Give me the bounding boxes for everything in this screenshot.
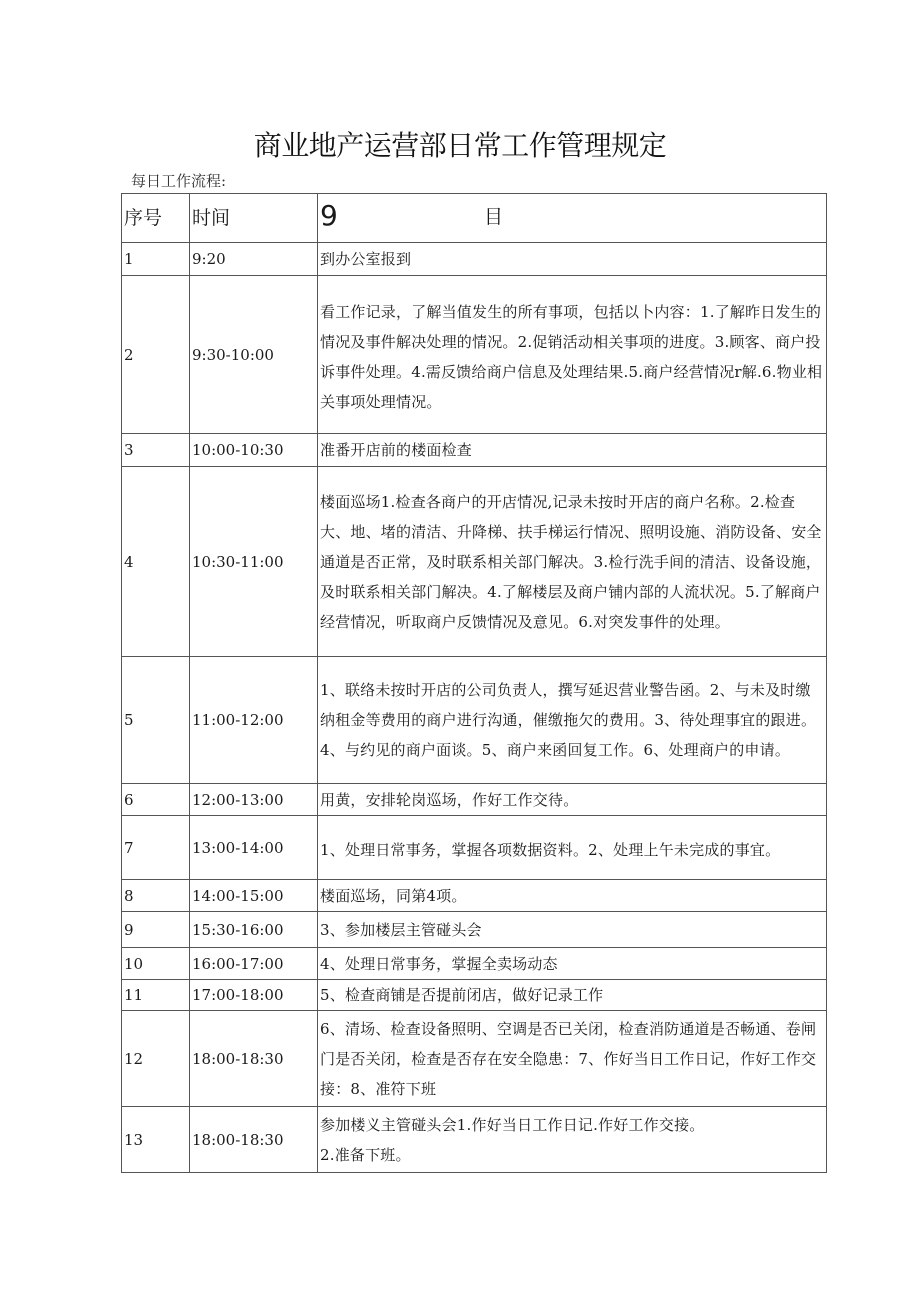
row-content-line: 2.准备下班。	[320, 1145, 411, 1164]
page-title: 商业地产运营部日常工作管理规定	[253, 129, 667, 162]
row-time: 18:00-18:30	[190, 1011, 318, 1107]
row-content: 4、处理日常事务，掌握全卖场动态	[318, 948, 827, 980]
header-item-suffix: 目	[484, 206, 504, 228]
row-content: 楼面巡场1.检查各商户的开店情况,记录未按时开店的商户名称。2.检查大、地、堵的清洁、升降梯、扶手梯运行情况、照明设施、消防设备、安全通道是否正常，及时联系相关部门解决。3.检行洗手间的清洁、设备设施，及时联系相关部门解决。4.了解楼层及商户铺内部的人流状况。5.了解商户经营情况，听取商户反馈情况及意见。6.对突发事件的处理。	[318, 467, 827, 657]
row-num: 8	[122, 880, 190, 912]
row-time: 13:00-14:00	[190, 816, 318, 880]
row-content: 1、联络未按时开店的公司负责人，撰写延迟营业警告函。2、与未及时缴纳租金等费用的商户进行沟通，催缴拖欠的费用。3、待处理事宜的跟进。4、与约见的商户面谈。5、商户来函回复工作。6、处理商户的申请。	[318, 657, 827, 784]
header-time: 时间	[190, 194, 318, 243]
header-item-prefix: 9	[320, 199, 338, 232]
row-time: 12:00-13:00	[190, 784, 318, 816]
row-time: 15:30-16:00	[190, 912, 318, 948]
table-row	[122, 276, 827, 434]
row-num: 1	[122, 243, 190, 276]
table-row	[122, 1011, 827, 1107]
row-content: 1、处理日常事务，掌握各项数据资料。2、处理上午未完成的事宜。	[318, 816, 827, 880]
row-num: 11	[122, 980, 190, 1011]
row-time: 10:00-10:30	[190, 434, 318, 467]
header-num: 序号	[122, 194, 190, 243]
row-num: 12	[122, 1011, 190, 1107]
row-content: 到办公室报到	[318, 243, 827, 276]
row-num: 5	[122, 657, 190, 784]
table-row	[122, 816, 827, 880]
table-row	[122, 784, 827, 816]
row-content: 3、参加楼层主管碰头会	[318, 912, 827, 948]
table-row	[122, 243, 827, 276]
schedule-table	[121, 193, 827, 1173]
row-time: 11:00-12:00	[190, 657, 318, 784]
row-time: 10:30-11:00	[190, 467, 318, 657]
row-num: 4	[122, 467, 190, 657]
row-time: 9:20	[190, 243, 318, 276]
row-num: 2	[122, 276, 190, 434]
row-time: 18:00-18:30	[190, 1107, 318, 1173]
table-row	[122, 880, 827, 912]
row-content	[318, 1107, 827, 1173]
row-num: 7	[122, 816, 190, 880]
row-content: 准番开店前的楼面检查	[318, 434, 827, 467]
row-content: 看工作记录，了解当值发生的所有事项，包括以卜内容：1.了解昨日发生的情况及事件解决处理的情况。2.促销活动相关事项的进度。3.顾客、商户投诉事件处理。4.需反馈给商户信息及处理结果.5.商户经营情况r解.6.物业相关事项处理情况。	[318, 276, 827, 434]
header-item	[318, 194, 827, 243]
table-row	[122, 980, 827, 1011]
table-row	[122, 657, 827, 784]
table-row	[122, 1107, 827, 1173]
table-header-row	[122, 194, 827, 243]
row-num: 3	[122, 434, 190, 467]
section-subtitle: 每日工作流程:	[131, 172, 227, 190]
row-content: 用黄，安排轮岗巡场，作好工作交待。	[318, 784, 827, 816]
row-time: 17:00-18:00	[190, 980, 318, 1011]
row-content-line: 参加楼义主管碰头会1.作好当日工作日记.作好工作交接。	[320, 1115, 705, 1134]
row-time: 16:00-17:00	[190, 948, 318, 980]
table-row	[122, 912, 827, 948]
row-content: 6、清场、检查设备照明、空调是否已关闭，检查消防通道是否畅通、卷闸门是否关闭，检查是否存在安全隐患：7、作好当日工作日记，作好工作交接：8、准符下班	[318, 1011, 827, 1107]
row-time: 14:00-15:00	[190, 880, 318, 912]
table-row	[122, 948, 827, 980]
row-time: 9:30-10:00	[190, 276, 318, 434]
row-num: 6	[122, 784, 190, 816]
row-content: 楼面巡场，同第4项。	[318, 880, 827, 912]
row-num: 13	[122, 1107, 190, 1173]
row-num: 10	[122, 948, 190, 980]
row-num: 9	[122, 912, 190, 948]
table-row	[122, 467, 827, 657]
table-row	[122, 434, 827, 467]
row-content: 5、检查商铺是否提前闭店，做好记录工作	[318, 980, 827, 1011]
